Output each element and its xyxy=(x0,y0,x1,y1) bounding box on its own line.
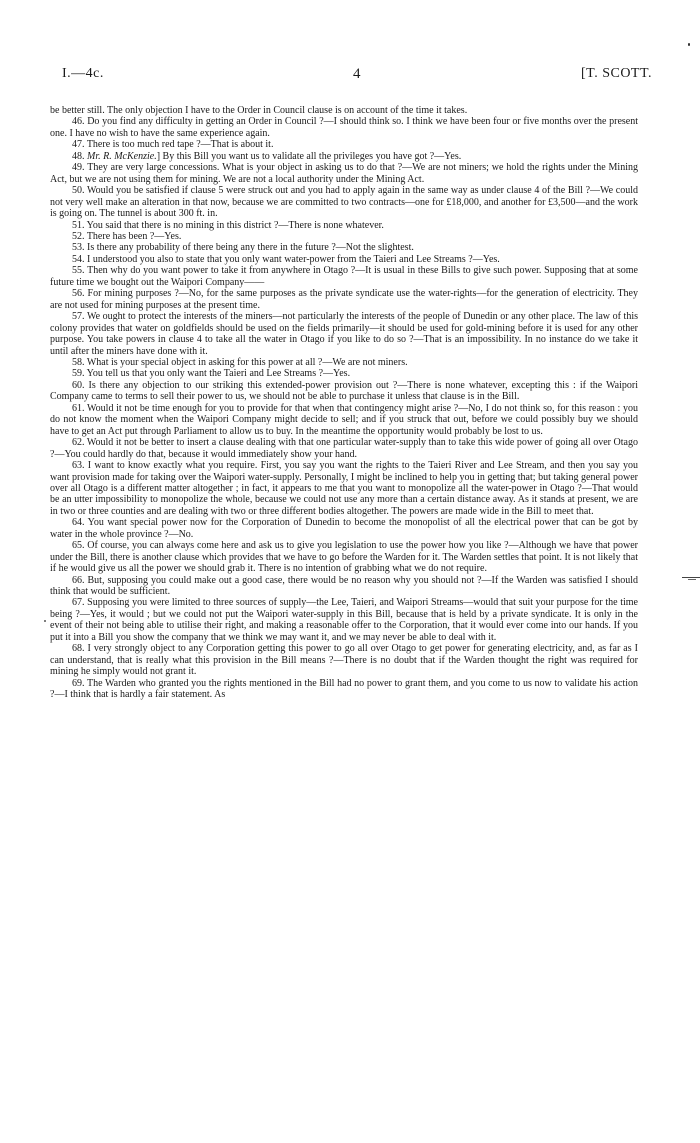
paragraph xyxy=(50,105,638,116)
paragraph-text: There is too much red tape ?—That is about it. xyxy=(86,139,274,151)
scan-mark xyxy=(44,620,46,622)
paragraph xyxy=(50,254,638,265)
paragraph xyxy=(50,357,638,368)
paragraph-text: We ought to protect the interests of the miners—not particularly the interests of the people of Dunedin or any other place. The law of this colony provides that water on goldfields should be used on the fields primarily—it should be used for gold-mining before it is used for any other purpose. You take powers in clause 4 to take all the water in Otago if you like to do so ?—That is an impossibility. In no instance do we take it until after the miners have done with it. xyxy=(50,311,639,357)
paragraph-text: ] By this Bill you want us to validate all the privileges you have got ?—Yes. xyxy=(156,150,462,162)
paragraph-number: 57. xyxy=(72,311,85,323)
paragraph-number: 47. xyxy=(72,139,85,151)
paragraph-number: 58. xyxy=(72,356,85,368)
paragraph xyxy=(50,380,638,403)
paragraph xyxy=(50,643,638,677)
paragraph-number: 60. xyxy=(72,379,85,391)
paragraph-number: 61. xyxy=(72,402,85,414)
paragraph-text: Supposing you were limited to three sources of supply—the Lee, Taieri, and Waipori Streams—would that suit your purpose for the time being ?—Yes, it would ; but we could not put the Waipori water-supply in this Bill, because that is held by a private syndicate. It is only in the event of their not being able to utilise their right, and making a reasonable offer to the Corporation, that it would ever come into our hands. If you put it into a Bill you show the company that we think we may want it, and we may never be able to deal with it. xyxy=(50,597,638,643)
paragraph-number: 69. xyxy=(72,677,85,689)
paragraph-text: Of course, you can always come here and ask us to give you legislation to use the power how you like ?—Although we have that power under the Bill, there is another clause which provides that we have to go before the Warden for it. The Warden settles that point. It is not likely that if he would give us all the power we should grab it. There is no intention of grabbing what we do not require. xyxy=(50,540,638,575)
paragraph-text: For mining purposes ?—No, for the same purposes as the private syndicate use the water-rights—for the generation of electricity. They are not used for mining purposes at the present time. xyxy=(50,288,638,311)
paragraph xyxy=(50,368,638,379)
paragraph xyxy=(50,139,638,150)
paragraph xyxy=(50,437,638,460)
page-number: 4 xyxy=(353,66,361,82)
paragraph-text: There has been ?—Yes. xyxy=(86,230,182,242)
paragraph xyxy=(50,597,638,643)
paragraph-text: Then why do you want power to take it from anywhere in Otago ?—It is usual in these Bills to give such power. Supposing that at some future time we bought out the Waipori Company—— xyxy=(50,265,638,288)
paragraph-number: 49. xyxy=(72,162,85,174)
paragraph-number: 55. xyxy=(72,265,85,277)
paragraph-text: Would it not be time enough for you to provide for that when that contingency might arise ?—No, I do not think so, for this reason : you do not know the moment when the Waipori Company might decide to sell; and if you struck that out, before we could possibly buy we should have to get an Act put through Parliament to allow us to buy. In the meantime the opportunity would probably be lost to us. xyxy=(50,402,638,437)
paragraph xyxy=(50,678,638,701)
paragraph xyxy=(50,540,638,574)
witness-name: [T. SCOTT. xyxy=(581,66,652,81)
paragraph-number: 48. xyxy=(72,150,85,162)
paragraph-text: But, supposing you could make out a good case, there would be no reason why you should not ?—If the Warden was satisfied I should think that would be sufficient. xyxy=(50,574,639,598)
paragraph xyxy=(50,231,638,242)
scan-mark xyxy=(688,43,690,46)
paragraph-number: 53. xyxy=(72,242,85,254)
paragraph-text: You tell us that you only want the Taieri and Lee Streams ?—Yes. xyxy=(86,368,351,380)
paragraph xyxy=(50,311,638,357)
paragraph-text: They are very large concessions. What is your object in asking us to do that ?—We are not miners; we hold the rights under the Mining Act, but we are not using them for mining. We are not a local authority under the Mining Act. xyxy=(50,162,638,185)
paragraph-number: 54. xyxy=(72,253,85,265)
paragraph-text: I understood you also to state that you only want water-power from the Taieri and Lee Streams ?—Yes. xyxy=(87,253,500,265)
paragraph-number: 66. xyxy=(72,574,85,586)
paragraph-text: Would you be satisfied if clause 5 were struck out and you had to apply again in the same way as under clause 4 of the Bill ?—We could not very well make an alteration in that now, because we are committed to two contracts—one for £18,000, and another for £3,500—and the work is going on. The tunnel is about 300 ft. in. xyxy=(50,185,638,220)
paragraph-number: 67. xyxy=(72,597,85,609)
paragraph-text: be better still. The only objection I have to the Order in Council clause is on account of the time it takes. xyxy=(50,105,468,116)
paragraph xyxy=(50,460,638,517)
paragraph xyxy=(50,185,638,219)
paragraph-number: 50. xyxy=(72,185,85,197)
paragraph xyxy=(50,575,638,598)
paragraph xyxy=(50,288,638,311)
paragraph xyxy=(50,151,638,162)
paragraph-text: Is there any probability of there being any there in the future ?—Not the slightest. xyxy=(87,242,414,254)
paragraph-text: I want to know exactly what you require. First, you say you want the rights to the Taieri River and Lee Stream, and then you say you want provision made for taking over the Waipori water-supply. Personally, I might be inclined to help you in getting that; but taking general power over all Otago is a different matter altogether ; in fact, it appears to me that you want to monopolize all the water-power in Otago ?—That would be an utter impossibility to monopolize the whole, because we could not use any more than a certain distance away. As it stands at present, we are in two or three counties and are dealing with two or three different bodies altogether. The powers are made wide in the Bill to meet that. xyxy=(50,460,639,517)
page-header xyxy=(62,66,652,84)
paragraph-number: 65. xyxy=(72,540,85,552)
paragraph-number: 64. xyxy=(72,517,85,529)
paragraph-text: I very strongly object to any Corporation getting this power to go all over Otago to get power for generating electricity, and, as far as I can understand, that is really what this provision in the Bill means ?—There is no doubt that if the Warden thought the right was required for mining he simply would not grant it. xyxy=(50,643,638,678)
paragraph-number: 51. xyxy=(72,219,85,231)
paragraph-text: You said that there is no mining in this district ?—There is none whatever. xyxy=(86,219,384,231)
paragraph xyxy=(50,242,638,253)
paragraph xyxy=(50,265,638,288)
paragraph xyxy=(50,517,638,540)
paragraph-number: 68. xyxy=(72,643,85,655)
paragraph xyxy=(50,162,638,185)
paragraph-text: You want special power now for the Corporation of Dunedin to become the monopolist of all the electrical power that can be got by water in the whole province ?—No. xyxy=(50,517,638,540)
paragraph-number: 52. xyxy=(72,230,85,242)
scan-mark xyxy=(688,579,696,580)
paragraph-text: The Warden who granted you the rights mentioned in the Bill had no power to grant them, and you come to us now to validate his action ?—I think that is hardly a fair statement. As xyxy=(50,677,638,701)
paragraph xyxy=(50,403,638,437)
scan-mark xyxy=(682,577,700,578)
paragraph-text: Is there any objection to our striking this extended-power provision out ?—There is none whatever, excepting this : if the Waipori Company came to terms to sell their power to us, we should not be able to purchase it unless that clause is in the Bill. xyxy=(50,379,639,403)
speaker-name: Mr. R. McKenzie. xyxy=(87,150,157,162)
paragraph-text: What is your special object in asking for this power at all ?—We are not miners. xyxy=(86,356,408,368)
paragraph-number: 63. xyxy=(72,460,85,472)
paragraph-number: 46. xyxy=(72,116,85,128)
paragraph xyxy=(50,116,638,139)
document-body xyxy=(50,105,638,701)
paragraph-text: Do you find any difficulty in getting an Order in Council ?—I should think so. I think we have been four or five months over the present one. I have no wish to have the same experience again. xyxy=(50,116,639,139)
paragraph-number: 62. xyxy=(72,437,85,449)
paragraph-number: 59. xyxy=(72,368,85,380)
document-reference: I.—4c. xyxy=(62,66,104,81)
paragraph xyxy=(50,220,638,231)
paragraph-number: 56. xyxy=(72,288,85,300)
paragraph-text: Would it not be better to insert a clause dealing with that one particular water-supply than to take this wide power of going all over Otago ?—You could hardly do that, because it would immediately show your hand. xyxy=(50,437,638,460)
